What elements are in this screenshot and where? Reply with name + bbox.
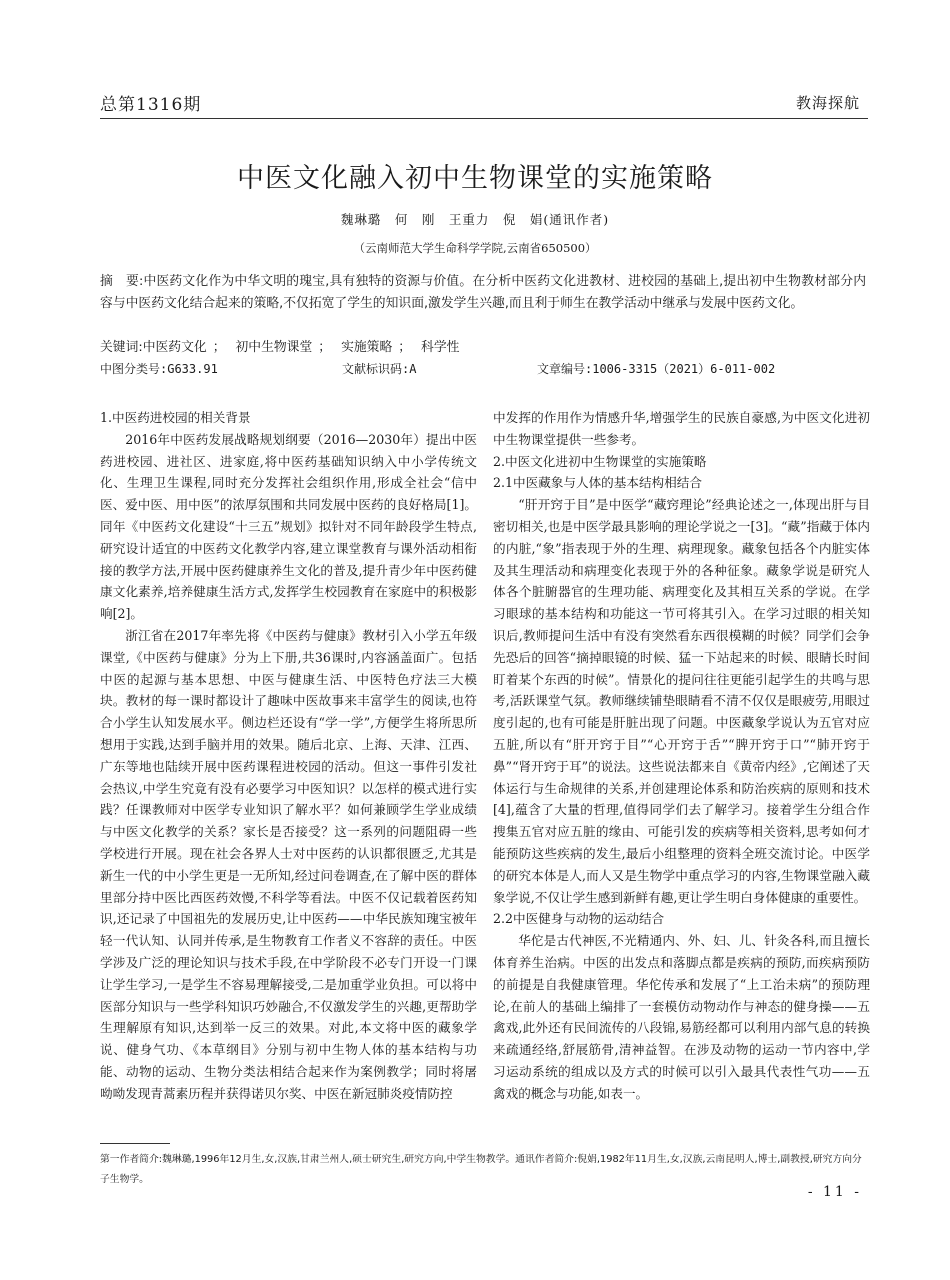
article-number: 文章编号:1006-3315（2021）6-011-002 [537,362,776,376]
subsection-heading: 2.2中医健身与动物的运动结合 [493,911,665,927]
journal-column: 教海探航 [795,94,860,112]
abstract: 摘 要:中医药文化作为中华文明的瑰宝,具有独特的资源与价值。在分析中医药文化进教材、进校园的基础上,提出初中生物教材部分内容与中医药文化结合起来的策略,不仅拓宽了学生的知识面,激发学生兴趣,而且利于师生在教学活动中继承与发展中医药文化。 [100,274,866,311]
clc-number: 中图分类号:G633.91 [100,362,218,376]
page-number: - 11 - [807,1184,862,1200]
paragraph: 2016年中医药发展战略规划纲要（2016—2030年）提出中医药进校园、进社区、进家庭,将中医药基础知识纳入中小学传统文化、生理卫生课程,同时充分发挥社会组织作用,形成全社会“信中医、爱中医、用中医”的浓厚氛围和共同发展中医药的良好格局[1]。同年《中医药文化建设“十三五”规划》拟针对不同年龄段学生特点,研究设计适宜的中医药文化教学内容,建立课堂教育与课外活动相衔接的教学方法,开展中医药健康养生文化的普及,提升青少年中医药健康文化素养,培养健康生活方式,发挥学生校园教育在家庭中的积极影响[2]。 [100,431,477,622]
keyword: 科学性 [421,340,460,355]
header-rule [100,118,868,119]
paragraph: 华佗是古代神医,不光精通内、外、妇、儿、针灸各科,而且擅长体育养生治病。中医的出发点和落脚点都是疾病的预防,而疾病预防的前提是自我健康管理。华佗传承和发展了“上工治未病”的预防理论,在前人的基础上编排了一套模仿动物动作与神态的健身操——五禽戏,此外还有民间流传的八段锦,易筋经都可以利用内部气息的转换来疏通经络,舒展筋骨,清神益智。在涉及动物的运动一节内容中,学习运动系统的组成以及方式的时候可以引入最具代表性气功——五禽戏的概念与功能,如表一。 [493,933,870,1101]
footnote: 第一作者简介:魏琳璐,1996年12月生,女,汉族,甘肃兰州人,硕士研究生,研究方向,中学生物教学。通讯作者简介:倪娟,1982年11月生,女,汉族,云南昆明人,博士,副教授,研究方向分子生物学。 [100,1154,862,1185]
paragraph: 浙江省在2017年率先将《中医药与健康》教材引入小学五年级课堂,《中医药与健康》分为上下册,共36课时,内容涵盖面广。包括中医的起源与基本思想、中医与健康生活、中医特色疗法三大模块。教材的每一课时都设计了趣味中医故事来丰富学生的阅读,也符合小学生认知发展水平。侧边栏还设有“学一学”,方便学生将所思所想用于实践,达到手脑并用的效果。随后北京、上海、天津、江西、广东等地也陆续开展中医药课程进校园的活动。但这一事件引发社会热议,中学生究竟有没有必要学习中医知识？以怎样的模式进行实践？任课教师对中医学专业知识了解水平？如何兼顾学生学业成绩与中医文化教学的关系？家长是否接受？这一系列的问题阻碍一些学校进行开展。现在社会各界人士对中医药的认识都很匮乏,尤其是新生一代的中小学生更是一无所知,经过问卷调查,在了解中医的群体里部分持中医比西医药效慢,不科学等看法。中医不仅记载着医药知识,还记录了中国祖先的发展历史,让中医药——中华民族知瑰宝被年轻一代认知、认同并传承,是生物教育工作者义不容辞的责任。中医学涉及广泛的理论知识与技术手段,在中学阶段不必专门开设一门课让学生学习,一是学生不容易理解接受,二是加重学业负担。可以将中医部分知识与一些学科知识巧妙融合,不仅激发学生的兴趣,更帮助学生理解原有知识,达到举一反三的效果。对此,本文将中医的藏象学说、健身气功、《本草纲目》分别与初中生物人体的基本结构与功能、动物的运动、生物分类法相结合起来作为案例教学；同时将屠呦呦发现青蒿素历程并获得诺贝尔奖、中医在新冠肺炎疫情防控 [100,627,477,1101]
document-code: 文献标识码:A [342,362,417,376]
section-heading: 1.中医药进校园的相关背景 [100,410,251,425]
authors: 魏琳璐 何 刚 王重力 倪 娟(通讯作者) [340,212,610,227]
section-heading: 2.中医文化进初中生物课堂的实施策略 [493,453,707,469]
paragraph: “肝开窍于目”是中医学“藏窍理论”经典论述之一,体现出肝与目密切相关,也是中医学最具影响的理论学说之一[3]。“藏”指藏于体内的内脏,“象”指表现于外的生理、病理现象。藏象包括各个内脏实体及其生理活动和病理变化表现于外的各种征象。藏象学说是研究人体各个脏腑器官的生理功能、病理变化及其相互关系的学说。在学习眼球的基本结构和功能这一节可将其引入。在学习过眼的相关知识后,教师提问生活中有没有突然看东西很模糊的时候？同学们会争先恐后的回答“摘掉眼镜的时候、猛一下站起来的时候、眼睛长时间盯着某个东西的时候”。情景化的提问往往更能引起学生的共鸣与思考,活跃课堂气氛。教师继续铺垫眼睛看不清不仅仅是眼疲劳,用眼过度引起的,也有可能是肝脏出现了问题。中医藏象学说认为五官对应五脏,所以有“肝开窍于目”“心开窍于舌”“脾开窍于口”“肺开窍于鼻”“肾开窍于耳”的说法。这些说法都来自《黄帝内经》,它阐述了天体运行与生命规律的关系,并创建理论体系和防治疾病的原则和技术[4],蕴含了大量的哲理,值得同学们去了解学习。接着学生分组合作搜集五官对应五脏的缘由、可能引发的疾病等相关资料,思考如何才能预防这些疾病的发生,最后小组整理的资料全班交流讨论。中医学的研究本体是人,而人又是生物学中重点学习的内容,生物课堂融入藏象学说,不仅让学生感到新鲜有趣,更让学生明白身体健康的重要性。 [493,497,870,905]
footnote-rule [100,1143,170,1144]
keyword: 实施策略 [341,340,393,355]
article-title: 中医文化融入初中生物课堂的实施策略 [237,163,713,194]
keyword: 中医药文化 [142,340,207,355]
keywords-label: 关键词: [100,340,143,355]
keyword: 初中生物课堂 [235,340,313,355]
affiliation: （云南师范大学生命科学学院,云南省650500） [353,241,597,255]
paragraph: 中发挥的作用作为情感升华,增强学生的民族自豪感,为中医文化进初中生物课堂提供一些参考。 [493,410,870,447]
left-column [100,407,477,1105]
keywords: 关键词:中医药文化 ； 初中生物课堂 ； 实施策略 ； 科学性 [100,340,460,355]
right-column [493,407,870,1105]
journal-issue: 总第1316期 [100,95,202,115]
subsection-heading: 2.1中医藏象与人体的基本结构相结合 [493,475,702,491]
